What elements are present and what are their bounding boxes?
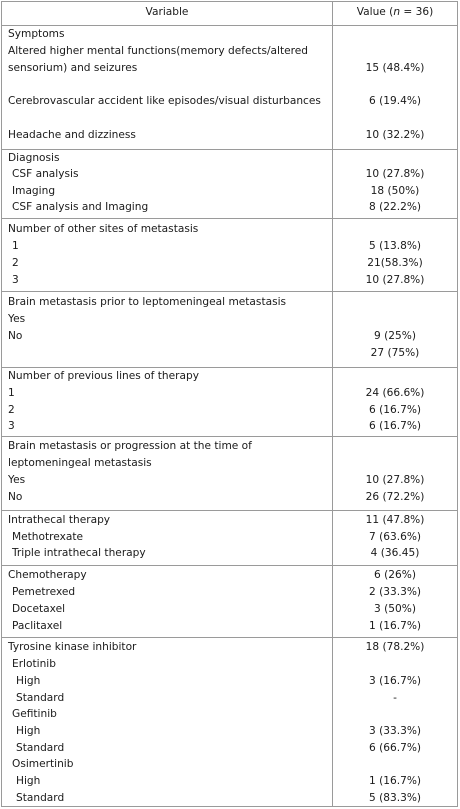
section-progression	[2, 436, 457, 511]
row-label: Methotrexate	[12, 531, 84, 543]
row-label: 2	[8, 404, 15, 416]
row-label: Osimertinib	[12, 758, 74, 770]
row-label: 2	[12, 257, 19, 269]
section-title: Number of other sites of metastasis	[8, 223, 199, 235]
section-title: Symptoms	[8, 28, 65, 40]
row-label: 1	[12, 240, 19, 252]
row-value: -	[393, 692, 397, 704]
row-label: Standard	[16, 742, 65, 754]
row-label: No	[8, 491, 23, 503]
row-value: 27 (75%)	[370, 347, 420, 359]
row-value: 6 (19.4%)	[368, 95, 422, 107]
header-variable: Variable	[145, 6, 189, 18]
section-other-sites	[2, 218, 457, 292]
row-value: 11 (47.8%)	[365, 514, 425, 526]
row-value: 7 (63.6%)	[368, 531, 422, 543]
row-value: 2 (33.3%)	[368, 586, 422, 598]
row-label: Headache and dizziness	[8, 129, 136, 141]
row-value: 3 (33.3%)	[368, 725, 422, 737]
row-value: 10 (27.8%)	[365, 274, 425, 286]
row-value: 3 (50%)	[374, 603, 416, 615]
section-title: Brain metastasis or progression at the time of	[8, 440, 252, 452]
row-value: 15 (48.4%)	[365, 62, 425, 74]
section-symptoms	[2, 25, 457, 150]
row-label: Docetaxel	[12, 603, 66, 615]
section-title: Intrathecal therapy	[8, 514, 111, 526]
row-value: 1 (16.7%)	[368, 775, 422, 787]
section-brain-prior	[2, 291, 457, 368]
row-value: 5 (83.3%)	[368, 792, 422, 804]
row-label: Gefitinib	[12, 708, 57, 720]
row-label: High	[16, 775, 41, 787]
row-label: High	[16, 675, 41, 687]
header-value: Value (n = 36)	[356, 6, 434, 18]
row-label: Imaging	[12, 185, 56, 197]
section-previous-lines	[2, 367, 457, 437]
row-value: 21(58.3%)	[367, 257, 423, 269]
row-label: 3	[8, 420, 15, 432]
table-header	[2, 2, 457, 26]
row-value: 6 (26%)	[374, 569, 416, 581]
row-value: 10 (27.8%)	[365, 474, 425, 486]
row-label: CSF analysis	[12, 168, 79, 180]
row-value: 1 (16.7%)	[368, 620, 422, 632]
row-label: 3	[12, 274, 19, 286]
row-value: 8 (22.2%)	[368, 201, 422, 213]
row-label: Altered higher mental functions(memory defects/altered	[8, 45, 309, 57]
row-value: 18 (50%)	[370, 185, 420, 197]
row-label: No	[8, 330, 23, 342]
section-diagnosis	[2, 149, 457, 219]
row-value: 6 (16.7%)	[368, 404, 422, 416]
row-value: 3 (16.7%)	[368, 675, 422, 687]
row-label: Yes	[8, 474, 26, 486]
section-intrathecal	[2, 510, 457, 566]
section-chemotherapy	[2, 565, 457, 638]
section-title: Chemotherapy	[8, 569, 87, 581]
row-label: Cerebrovascular accident like episodes/visual disturbances	[8, 95, 321, 107]
row-value: 6 (16.7%)	[368, 420, 422, 432]
row-label: High	[16, 725, 41, 737]
section-title: Diagnosis	[8, 152, 60, 164]
row-value: 6 (66.7%)	[368, 742, 422, 754]
section-title: Number of previous lines of therapy	[8, 370, 199, 382]
row-value: 10 (27.8%)	[365, 168, 425, 180]
row-label: sensorium) and seizures	[8, 62, 138, 74]
row-label: Erlotinib	[12, 658, 56, 670]
row-label: Triple intrathecal therapy	[12, 547, 146, 559]
row-value: 26 (72.2%)	[365, 491, 425, 503]
row-value: 5 (13.8%)	[368, 240, 422, 252]
row-value: 10 (32.2%)	[365, 129, 425, 141]
row-label: Standard	[16, 792, 65, 804]
row-label: 1	[8, 387, 15, 399]
section-tki	[2, 637, 457, 808]
section-title: Tyrosine kinase inhibitor	[8, 641, 137, 653]
row-label: Pemetrexed	[12, 586, 76, 598]
row-value: 4 (36.45)	[370, 547, 420, 559]
section-title: Brain metastasis prior to leptomeningeal metastasis	[8, 296, 287, 308]
row-label: CSF analysis and Imaging	[12, 201, 149, 213]
row-value: 9 (25%)	[374, 330, 416, 342]
data-table	[1, 1, 458, 807]
row-value: 18 (78.2%)	[365, 641, 425, 653]
row-label: Yes	[8, 313, 26, 325]
section-title: leptomeningeal metastasis	[8, 457, 152, 469]
row-label: Standard	[16, 692, 65, 704]
row-label: Paclitaxel	[12, 620, 63, 632]
row-value: 24 (66.6%)	[365, 387, 425, 399]
